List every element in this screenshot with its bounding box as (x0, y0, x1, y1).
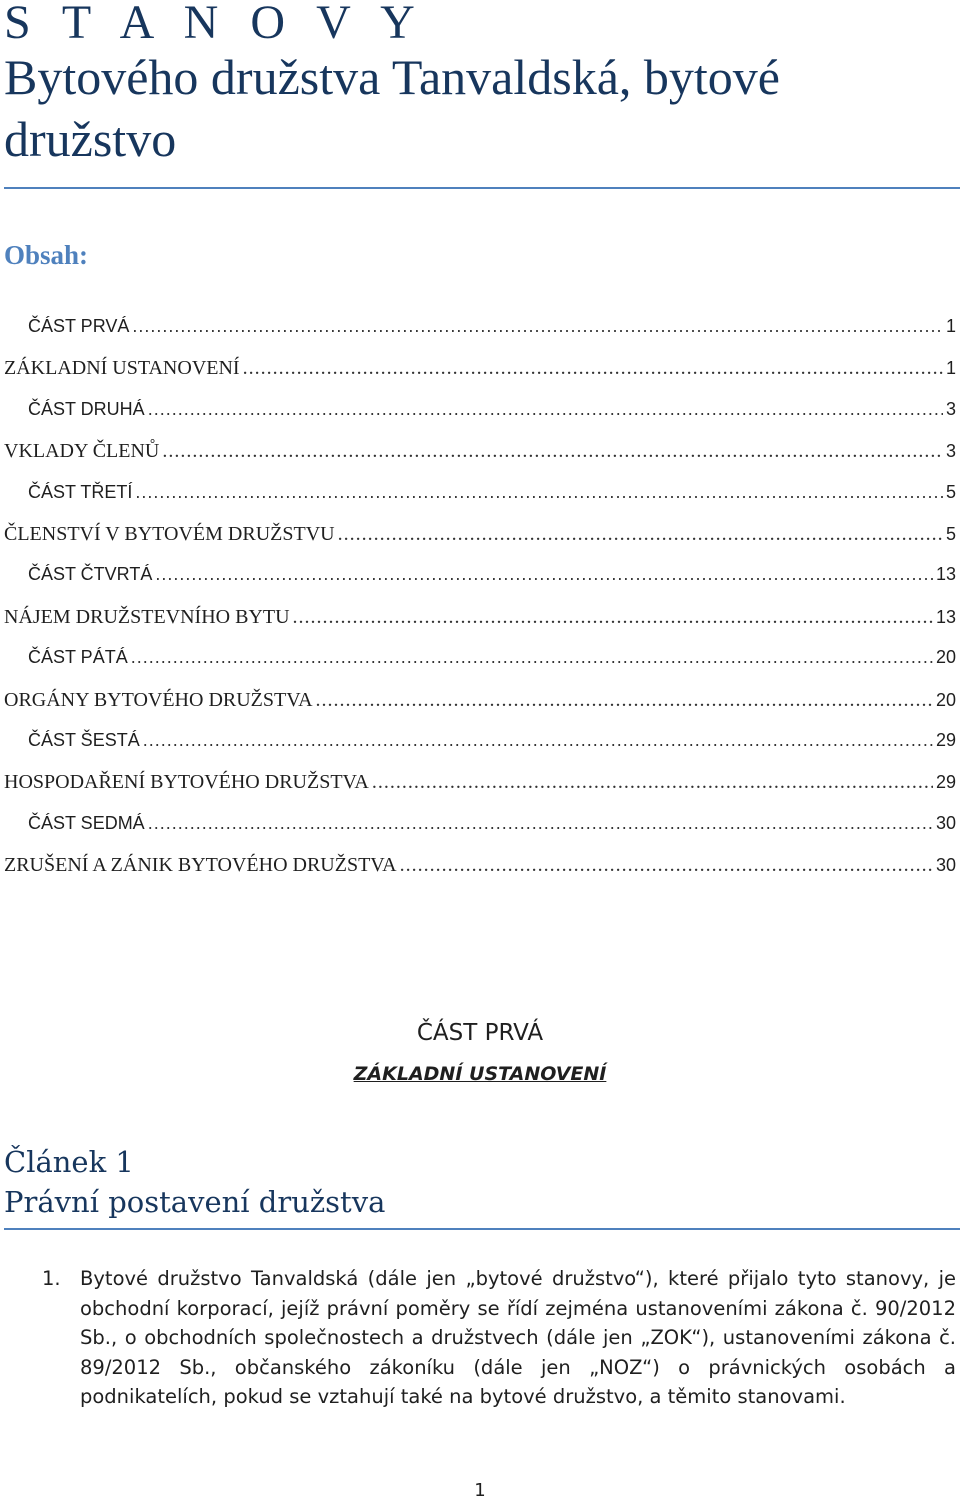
toc-dot-leader (372, 771, 933, 794)
toc-entry[interactable] (4, 440, 956, 481)
toc-dot-leader (148, 813, 933, 834)
title-line-1: S T A N O V Y (4, 0, 425, 49)
title-line-2: Bytového družstva Tanvaldská, bytové družstvo (4, 49, 780, 167)
toc-entry-label: ČÁST SEDMÁ (28, 812, 145, 833)
document-title (4, 0, 956, 170)
toc-dot-leader (155, 564, 933, 585)
article-heading (4, 1142, 956, 1222)
toc-entry[interactable] (4, 606, 956, 647)
toc-heading: Obsah: (4, 240, 89, 270)
toc-entry-page: 1 (945, 358, 956, 379)
toc-dot-leader (148, 399, 943, 420)
toc-entry[interactable] (4, 482, 956, 523)
toc-entry-page: 29 (935, 729, 956, 750)
toc-entry-label: ČÁST DRUHÁ (28, 398, 145, 419)
toc-entry-label: ZÁKLADNÍ USTANOVENÍ (4, 357, 240, 380)
paragraph-number: 1. (42, 1267, 61, 1290)
toc-entry-label: ORGÁNY BYTOVÉHO DRUŽSTVA (4, 688, 313, 711)
toc-entry-page: 5 (945, 523, 956, 544)
toc-dot-leader (131, 647, 933, 668)
toc-entry[interactable] (4, 730, 956, 771)
toc-entry[interactable] (4, 813, 956, 854)
toc-dot-leader (135, 482, 943, 503)
toc-dot-leader (162, 440, 943, 463)
toc-entry[interactable] (4, 647, 956, 688)
table-of-contents (4, 316, 956, 895)
article-title: Právní postavení družstva (4, 1185, 386, 1219)
toc-entry[interactable] (4, 357, 956, 398)
article-number: Článek 1 (4, 1145, 134, 1179)
toc-dot-leader (243, 357, 943, 380)
toc-entry-label: ČÁST PÁTÁ (28, 647, 128, 668)
toc-entry-page: 20 (935, 647, 956, 668)
toc-entry-page: 3 (945, 398, 956, 419)
toc-entry-page: 1 (945, 316, 956, 336)
toc-entry-page: 30 (935, 855, 956, 876)
toc-entry[interactable] (4, 564, 956, 605)
paragraph (42, 1264, 956, 1412)
toc-dot-leader (316, 689, 933, 712)
toc-entry-label: HOSPODAŘENÍ BYTOVÉHO DRUŽSTVA (4, 771, 369, 794)
toc-dot-leader (338, 523, 943, 546)
toc-entry-label: VKLADY ČLENŮ (4, 440, 160, 463)
toc-entry[interactable] (4, 771, 956, 812)
toc-entry-label: ČÁST ŠESTÁ (28, 729, 140, 750)
toc-dot-leader (132, 316, 943, 337)
article-underline (4, 1228, 960, 1230)
toc-entry-page: 30 (935, 812, 956, 833)
toc-entry-page: 29 (935, 772, 956, 793)
toc-entry-page: 13 (935, 606, 956, 627)
page-number: 1 (474, 1480, 486, 1501)
toc-entry-label: NÁJEM DRUŽSTEVNÍHO BYTU (4, 605, 290, 628)
toc-entry-label: ČÁST PRVÁ (28, 316, 130, 336)
toc-entry-label: ČÁST ČTVRTÁ (28, 564, 153, 585)
part-subheading: ZÁKLADNÍ USTANOVENÍ (353, 1063, 607, 1085)
toc-entry-page: 20 (935, 689, 956, 710)
part-heading: ČÁST PRVÁ (416, 1020, 544, 1046)
toc-dot-leader (143, 730, 933, 751)
toc-entry-page: 3 (945, 441, 956, 462)
toc-dot-leader (293, 606, 933, 629)
paragraph-text: Bytové družstvo Tanvaldská (dále jen „bytové družstvo“), které přijalo tyto stanovy, je obchodní korporací, jejíž právní poměry se řídí zejména ustanoveními zákona č. 90/2012 Sb., o obchodních společnostech a družstvech (dále jen „ZOK“), ustanoveními zákona č. 89/2012 Sb., občanského zákoníku (dále jen „NOZ“) o právnických osobách a podnikatelích, pokud se vztahují také na bytové družstvo, a těmito stanovami. (80, 1267, 956, 1409)
toc-entry[interactable] (4, 523, 956, 564)
toc-entry-label: ČLENSTVÍ V BYTOVÉM DRUŽSTVU (4, 522, 335, 545)
toc-entry-label: ZRUŠENÍ A ZÁNIK BYTOVÉHO DRUŽSTVA (4, 854, 397, 877)
toc-entry[interactable] (4, 399, 956, 440)
toc-entry[interactable] (4, 316, 956, 357)
title-underline (4, 187, 960, 189)
toc-entry-page: 13 (935, 564, 956, 585)
toc-entry[interactable] (4, 689, 956, 730)
toc-entry[interactable] (4, 854, 956, 895)
toc-entry-page: 5 (945, 481, 956, 502)
toc-dot-leader (400, 854, 933, 877)
toc-entry-label: ČÁST TŘETÍ (28, 481, 133, 502)
